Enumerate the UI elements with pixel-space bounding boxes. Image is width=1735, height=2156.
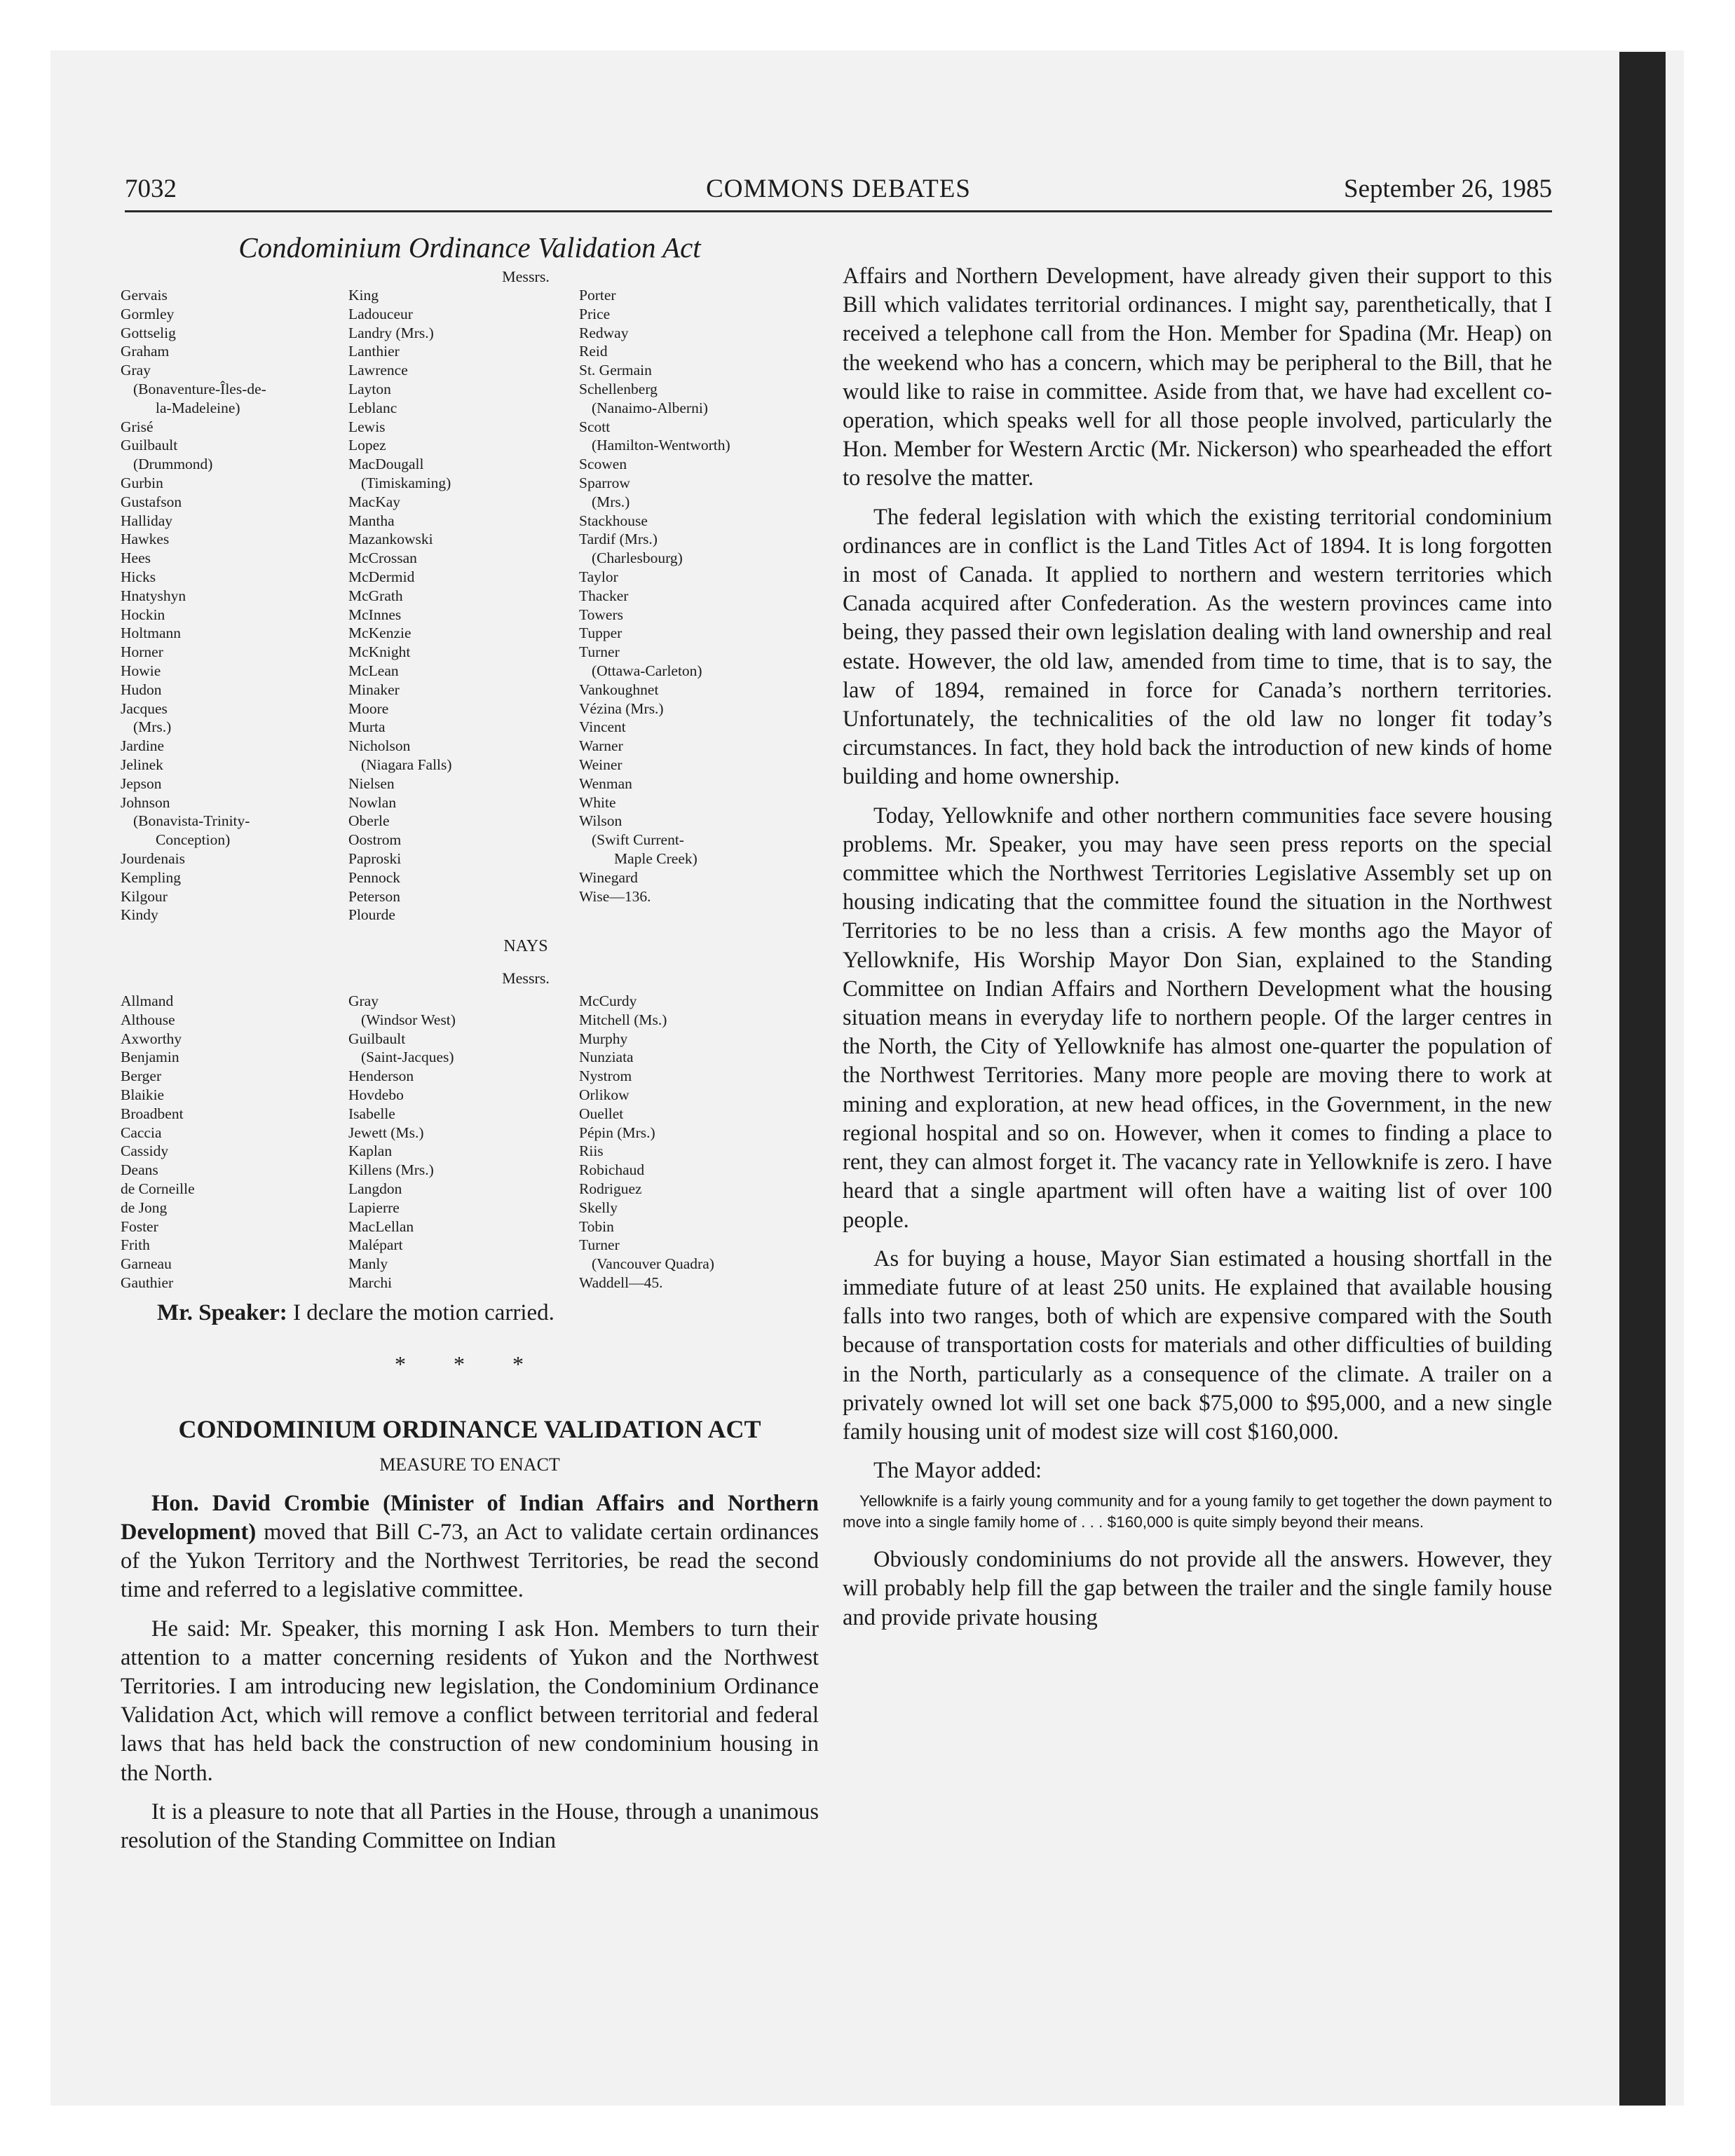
member-name: Paproski (348, 850, 402, 867)
member-name: Tupper (579, 625, 622, 642)
member-name: Skelly (579, 1199, 618, 1216)
left-column (121, 223, 819, 1865)
member-name: Peterson (348, 887, 401, 905)
member-name: Kilgour (121, 887, 168, 905)
member-name: Stackhouse (579, 512, 648, 529)
member-name: Allmand (121, 992, 174, 1010)
member-name: Lawrence (348, 362, 408, 379)
member-name: Howie (121, 662, 161, 679)
motion-paragraph (121, 1489, 819, 1605)
member-name: Nicholson (348, 737, 411, 755)
member-name: Isabelle (348, 1105, 395, 1122)
member-name: Hnatyshyn (121, 587, 186, 604)
member-name: (Charlesbourg) (592, 550, 683, 567)
member-name: Axworthy (121, 1030, 182, 1047)
member-name: Caccia (121, 1124, 162, 1141)
member-name: King (348, 287, 379, 303)
member-name: Orlikow (579, 1086, 630, 1104)
member-name: Kaplan (348, 1142, 393, 1160)
member-name: St. Germain (579, 362, 652, 379)
member-name: Towers (579, 606, 623, 623)
member-name: Langdon (348, 1180, 402, 1198)
mover-name: Hon. David Crombie (Minister of Indian Affairs and Northern Development) (121, 1490, 819, 1546)
member-name: (Timiskaming) (361, 474, 451, 491)
member-name: Lanthier (348, 343, 400, 360)
member-name: Hicks (121, 568, 156, 585)
member-name: (Windsor West) (361, 1011, 456, 1028)
nays-column-2 (348, 992, 579, 1292)
member-name: Redway (579, 324, 629, 341)
member-name: Ladouceur (348, 305, 413, 322)
member-name: Maple Creek) (614, 850, 698, 867)
member-name: Wise—136. (579, 887, 651, 905)
act-title: CONDOMINIUM ORDINANCE VALIDATION ACT (178, 1414, 761, 1443)
member-name: Weiner (579, 756, 622, 773)
member-name: Pennock (348, 868, 401, 886)
member-name: Scowen (579, 456, 627, 473)
member-name: Killens (Mrs.) (348, 1161, 434, 1179)
member-name: (Bonaventure-Îles-de- (133, 380, 266, 397)
member-name: Robichaud (579, 1161, 645, 1179)
member-name: Rodriguez (579, 1180, 642, 1198)
member-name: MacKay (348, 493, 401, 510)
member-name: Holtmann (121, 625, 181, 642)
member-name: Schellenberg (579, 380, 658, 397)
yeas-column-2 (348, 286, 579, 925)
running-title: COMMONS DEBATES (706, 175, 971, 203)
right-paragraph-1: Affairs and Northern Development, have already given their support to this Bill which validates territorial ordinances. I might say, parenthetically, that I received a telephone call from the Hon. Member for Spadina (Mr. Heap) on the weekend who has a concern, which may be peripheral to the Bill, that he would like to raise in committee. Aside from that, we have had excellent co-operation, which speaks well for all those people involved, particularly the Hon. Member for Western Arctic (Mr. Nickerson) who spearheaded the effort to resolve the matter. (843, 264, 1552, 491)
header-date: September 26, 1985 (1344, 175, 1552, 203)
speaker-name: Mr. Speaker: (157, 1299, 287, 1325)
member-name: Thacker (579, 587, 629, 604)
member-name: Gustafson (121, 493, 182, 510)
member-name: Waddell—45. (579, 1274, 663, 1292)
member-name: Grisé (121, 418, 154, 435)
member-name: White (579, 793, 616, 811)
yeas-list (121, 286, 819, 925)
member-name: Malépart (348, 1236, 403, 1254)
member-name: (Swift Current- (592, 831, 684, 849)
yeas-column-3 (579, 286, 819, 925)
member-name: Nunziata (579, 1049, 634, 1066)
member-name: Oostrom (348, 831, 402, 849)
member-name: Lewis (348, 418, 386, 435)
member-name: Kindy (121, 906, 158, 924)
yeas-messrs-label: Messrs. (502, 268, 550, 285)
member-name: McLean (348, 662, 399, 679)
member-name: Landry (Mrs.) (348, 324, 434, 341)
nays-heading: NAYS (503, 937, 548, 956)
member-name: Mazankowski (348, 531, 433, 548)
member-name: Gottselig (121, 324, 176, 341)
nays-list (121, 992, 819, 1292)
member-name: Gauthier (121, 1274, 174, 1292)
member-name: Vézina (Mrs.) (579, 700, 664, 717)
member-name: Jourdenais (121, 850, 185, 867)
member-name: McKenzie (348, 625, 411, 642)
member-name: de Corneille (121, 1180, 195, 1198)
member-name: Guilbault (121, 437, 178, 454)
member-name: Tobin (579, 1217, 614, 1235)
member-name: (Mrs.) (133, 718, 172, 736)
member-name: Benjamin (121, 1049, 179, 1066)
speech-paragraph-1: He said: Mr. Speaker, this morning I ask Hon. Members to turn their attention to a matter concerning residents of Yukon and the Northwest Territories. I am introducing new legislation, the Condominium Ordinance Validation Act, which will remove a conflict between territorial and federal laws that has held back the construction of new condominium housing in the North. (121, 1616, 819, 1786)
member-name: Nowlan (348, 793, 397, 811)
member-name: Mitchell (Ms.) (579, 1011, 667, 1028)
member-name: Broadbent (121, 1105, 184, 1122)
member-name: Manly (348, 1255, 388, 1273)
member-name: Taylor (579, 568, 618, 585)
right-paragraph-3: Today, Yellowknife and other northern communities face severe housing problems. Mr. Speaker, you may have seen press reports on the special committee which the Northwest Territories Legislative Assembly set up on housing indicating that the committee found the situation in the Northwest Territories to be no less than a crisis. A few months ago the Mayor of Yellowknife, His Worship Mayor Don Sian, explained to the Standing Committee on Indian Affairs and Northern Development what the housing situation means in everyday life to northern people. Of the larger centres in the North, the City of Yellowknife has almost one-quarter the population of the Northwest Territories. Many more people are moving there to work at mining and exploration, at new head offices, in the Government, in the new regional hospital and so on. However, when it comes to finding a place to rent, they can almost forget it. The vacancy rate in Yellowknife is zero. I have heard that a single apartment will often have a waiting list of over 100 people. (843, 803, 1552, 1233)
member-name: MacLellan (348, 1217, 414, 1235)
member-name: Johnson (121, 793, 170, 811)
header-rule (125, 210, 1552, 212)
member-name: Guilbault (348, 1030, 406, 1047)
member-name: (Vancouver Quadra) (592, 1255, 714, 1273)
member-name: Gurbin (121, 474, 163, 491)
nays-column-1 (121, 992, 348, 1292)
right-paragraph-6: Obviously condominiums do not provide all the answers. However, they will probably help fill the gap between the trailer and the single family house and provide private housing (843, 1547, 1552, 1630)
member-name: Hockin (121, 606, 165, 623)
member-name: McDermid (348, 568, 415, 585)
member-name: Gervais (121, 287, 168, 303)
member-name: Vankoughnet (579, 681, 659, 698)
member-name: Garneau (121, 1255, 172, 1273)
member-name: Hawkes (121, 531, 170, 548)
member-name: Gray (348, 992, 379, 1010)
member-name: Conception) (156, 831, 231, 849)
member-name: Murta (348, 718, 386, 736)
member-name: Plourde (348, 906, 395, 924)
member-name: McCurdy (579, 992, 637, 1010)
member-name: Marchi (348, 1274, 393, 1292)
member-name: Vincent (579, 718, 626, 736)
member-name: Jardine (121, 737, 165, 755)
speaker-statement (157, 1298, 819, 1328)
right-paragraph-5: The Mayor added: (873, 1458, 1042, 1484)
member-name: MacDougall (348, 456, 424, 473)
member-name: Henderson (348, 1067, 414, 1085)
mayor-quote: Yellowknife is a fairly young community and for a young family to get together the down payment to move into a single family home of . . . $160,000 is quite simply beyond their means. (843, 1492, 1552, 1531)
member-name: Blaikie (121, 1086, 165, 1104)
member-name: (Niagara Falls) (361, 756, 452, 773)
member-name: Hees (121, 550, 151, 567)
member-name: Porter (579, 287, 616, 303)
member-name: Oberle (348, 812, 390, 830)
yeas-column-1 (121, 286, 348, 925)
nays-column-3 (579, 992, 819, 1292)
member-name: Mantha (348, 512, 395, 529)
act-subtitle: MEASURE TO ENACT (379, 1454, 560, 1475)
member-name: de Jong (121, 1199, 168, 1216)
member-name: Layton (348, 380, 391, 397)
nays-messrs-label: Messrs. (502, 969, 550, 988)
member-name: (Nanaimo-Alberni) (592, 399, 708, 416)
member-name: McInnes (348, 606, 402, 623)
vote-title: Condominium Ordinance Validation Act (238, 231, 701, 264)
member-name: Leblanc (348, 399, 397, 416)
page-number: 7032 (125, 175, 177, 203)
member-name: Tardif (Mrs.) (579, 531, 658, 548)
member-name: Halliday (121, 512, 173, 529)
member-name: Turner (579, 1236, 620, 1254)
member-name: Kempling (121, 868, 181, 886)
member-name: Wenman (579, 775, 632, 792)
member-name: Gormley (121, 305, 175, 322)
member-name: la-Madeleine) (156, 399, 240, 416)
member-name: Ouellet (579, 1105, 624, 1122)
member-name: Gray (121, 362, 151, 379)
member-name: (Hamilton-Wentworth) (592, 437, 730, 454)
member-name: (Mrs.) (592, 493, 630, 510)
member-name: Graham (121, 343, 170, 360)
member-name: Berger (121, 1067, 162, 1085)
member-name: Winegard (579, 868, 638, 886)
member-name: Nielsen (348, 775, 395, 792)
member-name: Wilson (579, 812, 622, 830)
member-name: Lapierre (348, 1199, 400, 1216)
member-name: Nystrom (579, 1067, 632, 1085)
member-name: Minaker (348, 681, 400, 698)
member-name: Jelinek (121, 756, 163, 773)
member-name: Foster (121, 1217, 158, 1235)
member-name: Reid (579, 343, 608, 360)
member-name: (Drummond) (133, 456, 213, 473)
section-separator: * * * (395, 1351, 545, 1377)
right-paragraph-4: As for buying a house, Mayor Sian estimated a housing shortfall in the immediate future of at least 250 units. He explained that available housing falls into two ranges, both of which are expensive compared with the South because of transportation costs for materials and other difficulties of building in the North, particularly as a consequence of the climate. A trailer on a privately owned lot will set one back $75,000 to $95,000, and a new single family housing unit of modest size will cost $160,000. (843, 1246, 1552, 1445)
member-name: McKnight (348, 643, 411, 661)
member-name: Price (579, 305, 611, 322)
right-column (843, 262, 1552, 1642)
speech-paragraph-2: It is a pleasure to note that all Parties in the House, through a unanimous resolution of the Standing Committee on Indian (121, 1799, 819, 1854)
member-name: Hudon (121, 681, 162, 698)
member-name: Althouse (121, 1011, 175, 1028)
speaker-text: I declare the motion carried. (287, 1299, 554, 1325)
member-name: Jacques (121, 700, 168, 717)
member-name: Lopez (348, 437, 386, 454)
member-name: Frith (121, 1236, 150, 1254)
page-header (125, 174, 1552, 213)
member-name: Jepson (121, 775, 162, 792)
member-name: McCrossan (348, 550, 417, 567)
member-name: Moore (348, 700, 389, 717)
motion-text: moved that Bill C-73, an Act to validate certain ordinances of the Yukon Territory and the Northwest Territories, be read the second time and referred to a legislative committee. (121, 1520, 819, 1603)
right-paragraph-2: The federal legislation with which the existing territorial condominium ordinances are in conflict is the Land Titles Act of 1894. It is long forgotten in most of Canada. It applied to northern and western territories which Canada acquired after Confederation. As the western provinces came into being, they passed their own legislation dealing with land ownership and real estate. However, the old law, amended from time to time, that is to say, the law of 1894, remained in force for Canada’s northern territories. Unfortunately, the technicalities of the old law no longer fit today’s circumstances. In fact, they hold back the introduction of new kinds of home building and home ownership. (843, 504, 1552, 790)
member-name: (Bonavista-Trinity- (133, 812, 250, 830)
member-name: Jewett (Ms.) (348, 1124, 424, 1141)
member-name: Riis (579, 1142, 604, 1160)
member-name: Horner (121, 643, 163, 661)
member-name: Sparrow (579, 474, 630, 491)
member-name: Scott (579, 418, 611, 435)
member-name: Murphy (579, 1030, 628, 1047)
member-name: McGrath (348, 587, 403, 604)
member-name: Turner (579, 643, 620, 661)
member-name: (Saint-Jacques) (361, 1049, 454, 1066)
member-name: (Ottawa-Carleton) (592, 662, 702, 679)
member-name: Hovdebo (348, 1086, 404, 1104)
member-name: Cassidy (121, 1142, 169, 1160)
member-name: Deans (121, 1161, 158, 1179)
member-name: Pépin (Mrs.) (579, 1124, 655, 1141)
member-name: Warner (579, 737, 623, 755)
